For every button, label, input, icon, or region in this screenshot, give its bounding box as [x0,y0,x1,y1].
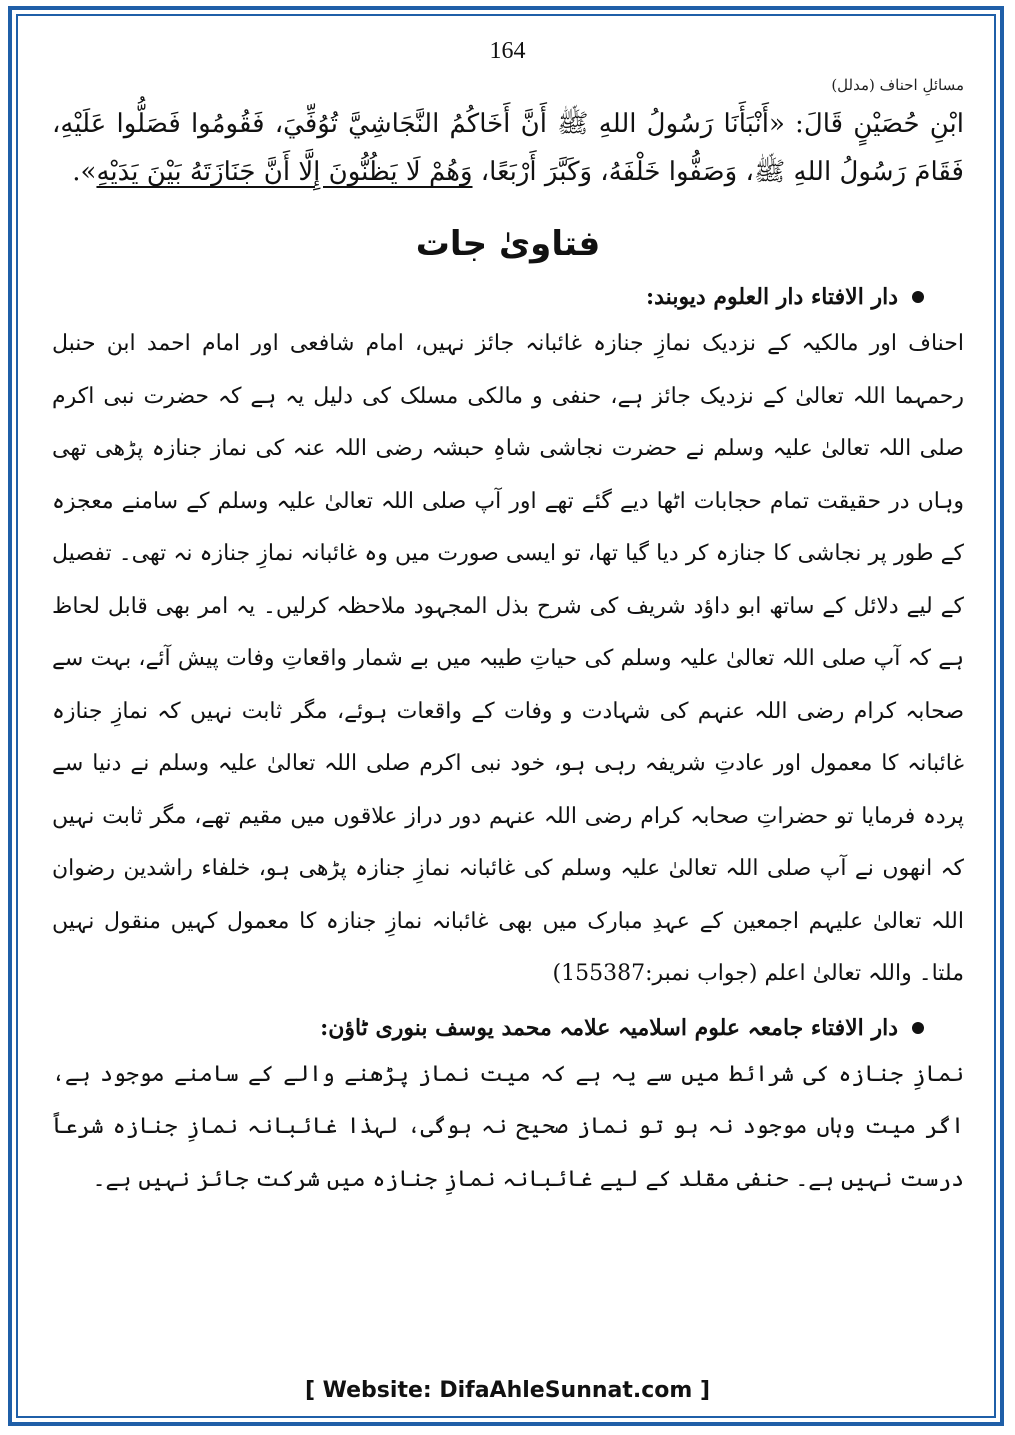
section-title: فتاویٰ جات [415,224,601,264]
fatwa-heading-label: دار الافتاء دار العلوم دیوبند: [646,284,898,310]
page-content [52,70,964,1206]
hadith-underlined: وَهُمْ لَا يَظُنُّونَ إِلَّا أَنَّ جَنَازَتَهُ بَيْنَ يَدَيْهِ [96,157,473,187]
hadith-text [52,100,964,196]
bullet-icon [912,1022,924,1034]
fatwa-heading-deoband [52,284,964,310]
fatwa-heading-binori [52,1015,964,1041]
bullet-icon [912,291,924,303]
fatwa-body-binori: نمازِ جنازہ کی شرائط میں سے یہ ہے کہ میت نماز پڑھنے والے کے سامنے موجود ہے، اگر میت وہاں موجود نہ ہو تو نماز صحیح نہ ہوگی، لہذا غائبانہ نمازِ جنازہ شرعاً درست نہیں ہے۔ حنفی مقلد کے لیے غائبانہ نمازِ جنازہ میں شرکت جائز نہیں ہے۔ [52,1061,964,1192]
fatwa-body-deoband: احناف اور مالکیہ کے نزدیک نمازِ جنازہ غائبانہ جائز نہیں، امام شافعی اور امام احمد ابن حنبل رحمہما اللہ تعالیٰ کے نزدیک جائز ہے، حنفی و مالکی مسلک کی دلیل یہ ہے کہ حضرت نبی اکرم صلی اللہ تعالیٰ علیہ وسلم نے حضرت نجاشی شاہِ حبشہ رضی اللہ عنہ کی نماز جنازہ پڑھی تھی وہاں در حقیقت تمام حجابات اٹھا دیے گئے تھے اور آپ صلی اللہ تعالیٰ علیہ وسلم کے سامنے معجزہ کے طور پر نجاشی کا جنازہ کر دیا گیا تھا، تو ایسی صورت میں وہ غائبانہ نمازِ جنازہ نہ تھی۔ تفصیل کے لیے دلائل کے ساتھ ابو داؤد شریف کی شرح بذل المجہود ملاحظہ کرلیں۔ یہ امر بھی قابل لحاظ ہے کہ آپ صلی اللہ تعالیٰ علیہ وسلم کی حیاتِ طیبہ میں بے شمار واقعاتِ وفات پیش آئے، بہت سے صحابہ کرام رضی اللہ عنہم کی شہادت و وفات کے واقعات ہوئے، مگر ثابت نہیں کہ نمازِ جنازہ غائبانہ کا معمول اور عادتِ شریفہ رہی ہو، خود نبی اکرم صلی اللہ تعالیٰ علیہ وسلم نے دنیا سے پردہ فرمایا تو حضراتِ صحابہ کرام رضی اللہ عنہم دور دراز علاقوں میں مقیم تھے، مگر ثابت نہیں کہ انھوں نے آپ صلی اللہ تعالیٰ علیہ وسلم کی غائبانہ نمازِ جنازہ پڑھی ہو، خلفاء راشدین رضوان اللہ تعالیٰ علیہم اجمعین کے عہدِ مبارک میں بھی غائبانہ نمازِ جنازہ کا معمول کہیں منقول نہیں ملتا۔ واللہ تعالیٰ اعلم (جواب نمبر:155387) [52,331,964,986]
hadith-end: ». [72,157,97,187]
running-head: مسائلِ احناف (مدلل) [831,76,964,94]
hadith-main: ابْنِ حُصَيْنٍ قَالَ: «أَنْبَأَنَا رَسُولُ اللهِ ﷺ أَنَّ أَخَاكُمُ النَّجَاشِيَّ تُوُفِّيَ، فَقُومُوا فَصَلُّوا عَلَيْهِ، فَقَامَ رَسُولُ اللهِ ﷺ، وَصَفُّوا خَلْفَهُ، وَكَبَّرَ أَرْبَعًا، [52,109,964,187]
footer-website: [ Website: DifaAhleSunnat.com ] [304,1378,711,1403]
page-number: 164 [489,38,526,64]
fatwa-heading-label: دار الافتاء جامعہ علوم اسلامیہ علامہ محمد یوسف بنوری ٹاؤن: [320,1014,898,1041]
